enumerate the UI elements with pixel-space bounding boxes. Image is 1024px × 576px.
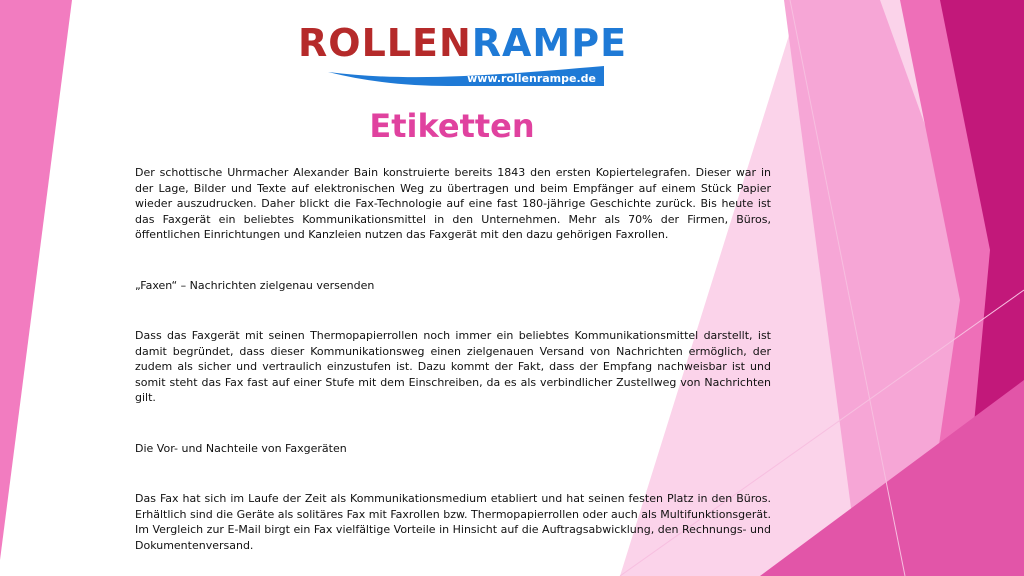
logo-url: www.rollenrampe.de — [467, 72, 596, 85]
logo-word-blue: RAMPE — [471, 21, 628, 65]
page-title: Etiketten — [369, 107, 535, 145]
left-wedge — [0, 0, 72, 560]
paragraph-faxen: Dass das Faxgerät mit seinen Thermopapierrollen noch immer ein beliebtes Kommunikationsmittel darstellt, ist damit begründet, dass dieser Kommunikationsweg einen zielgenauen Versand von Nachrichten ermöglich, der zudem als sicher und vertraulich einzustufen ist. Dazu kommt der Fakt, dass der Empfang nachweisbar ist und somit steht das Fax fast auf einer Stufe mit dem Einschreiben, da es als verbindlicher Zustellweg von Nachrichten gilt. — [135, 329, 771, 404]
paragraph-intro: Der schottische Uhrmacher Alexander Bain konstruierte bereits 1843 den ersten Kopiertelegrafen. Dieser war in der Lage, Bilder und Texte auf elektronischen Weg zu übertragen und beim Empfänger auf einem Stück Papier wieder auszudrucken. Daher blickt die Fax-Technologie auf eine fast 180-jährige Geschichte zurück. Bis heute ist das Faxgerät ein beliebtes Kommunikationsmittel in den Unternehmen. Mehr als 70% der Firmen, Büros, öffentlichen Einrichtungen und Kanzleien nutzen das Faxgerät mit den dazu gehörigen Faxrollen. — [135, 166, 771, 241]
logo-word-red: ROLLEN — [298, 21, 472, 65]
heading-vor-nachteile: Die Vor- und Nachteile von Faxgeräten — [135, 441, 347, 455]
heading-faxen: „Faxen“ – Nachrichten zielgenau versenden — [135, 278, 375, 292]
paragraph-vor-nachteile: Das Fax hat sich im Laufe der Zeit als Kommunikationsmedium etabliert und hat seinen festen Platz in den Büros. Erhältlich sind die Geräte als solitäres Fax mit Faxrollen bzw. Thermopapierrollen oder auch als Multifunktionsgerät. Im Vergleich zur E-Mail birgt ein Fax vielfältige Vorteile in Hinsicht auf die Auftragsabwicklung, den Rechnungs- und Dokumentenversand. — [135, 492, 771, 552]
logo-swoosh — [298, 62, 606, 88]
logo-wordmark — [298, 18, 628, 68]
content-body — [135, 165, 771, 553]
company-logo — [298, 18, 628, 86]
